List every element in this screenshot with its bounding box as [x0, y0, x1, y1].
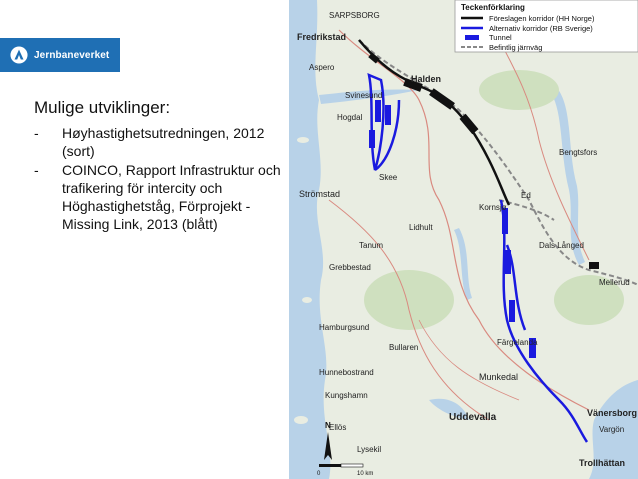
map-legend — [455, 0, 638, 52]
map-island — [294, 416, 308, 424]
station-marker — [589, 262, 599, 269]
place-label: Vargön — [599, 425, 625, 434]
bullet-marker: - — [34, 162, 39, 178]
place-label: Bengtsfors — [559, 148, 598, 157]
place-label: Aspero — [309, 63, 335, 72]
list-item — [34, 161, 284, 233]
place-label: Lidhult — [409, 223, 433, 232]
place-label: Ed — [521, 191, 531, 200]
place-label: Bullaren — [389, 343, 419, 352]
scale-bar-segment — [319, 464, 341, 467]
place-label: Hamburgsund — [319, 323, 370, 332]
slide-heading: Mulige utviklinger: — [34, 98, 171, 117]
map-forest — [364, 270, 454, 330]
rail-logo-icon — [10, 46, 28, 64]
legend-title: Teckenförklaring — [461, 3, 525, 12]
map-island — [302, 297, 312, 303]
logo-text: Jernbaneverket — [34, 49, 110, 61]
corridor-map — [289, 0, 638, 479]
place-label: Tanum — [359, 241, 384, 250]
scale-label-zero: 0 — [317, 471, 321, 477]
place-label: Uddevalla — [449, 412, 497, 423]
place-label: Mellerud — [599, 278, 630, 287]
list-item-text: COINCO, Rapport Infrastruktur och trafikering för intercity och Höghastighetståg, Förprojekt - Missing Link, 2013 (blått) — [62, 162, 281, 232]
place-label: Trollhättan — [579, 458, 626, 468]
place-label: Ellös — [329, 423, 347, 432]
list-item — [34, 124, 284, 160]
north-label: N — [325, 421, 331, 430]
place-label: Grebbestad — [329, 263, 371, 272]
map-forest — [479, 70, 559, 110]
place-label: Hunnebostrand — [319, 368, 374, 377]
place-label: Halden — [411, 74, 442, 84]
place-label: Fredrikstad — [297, 32, 347, 42]
place-label: Kungshamn — [325, 391, 368, 400]
tunnel-segment — [369, 130, 375, 148]
tunnel-segment — [375, 100, 381, 122]
tunnel-segment — [385, 105, 391, 125]
place-label: SARPSBORG — [329, 11, 380, 20]
list-item-text: Høyhastighetsutredningen, 2012 (sort) — [62, 125, 265, 159]
place-label: Lysekil — [357, 445, 382, 454]
place-label: Vänersborg — [587, 408, 638, 418]
slide-text — [34, 98, 284, 234]
bullet-list — [34, 124, 284, 233]
place-label: Svinesund — [345, 91, 383, 100]
legend-entry: Befintlig järnväg — [489, 43, 543, 52]
place-label: Färgelanda — [497, 338, 538, 347]
place-label: Munkedal — [479, 372, 519, 382]
place-label: Dals Långed — [539, 241, 584, 250]
place-label: Hogdal — [337, 113, 363, 122]
bullet-marker: - — [34, 125, 39, 141]
legend-entry: Föreslagen korridor (HH Norge) — [489, 14, 595, 23]
tunnel-segment — [509, 300, 515, 322]
legend-entry: Alternativ korridor (RB Sverige) — [489, 24, 593, 33]
tunnel-segment — [505, 250, 511, 274]
legend-entry: Tunnel — [489, 33, 512, 42]
legend-swatch-tunnel — [465, 35, 479, 40]
place-label: Kornsjø — [479, 203, 507, 212]
place-label: Strömstad — [299, 189, 341, 199]
scale-label-ten: 10 km — [357, 471, 374, 477]
scale-bar-segment — [341, 464, 363, 467]
place-label: Skee — [379, 173, 398, 182]
jernbaneverket-logo — [0, 38, 120, 72]
map-island — [297, 137, 309, 143]
